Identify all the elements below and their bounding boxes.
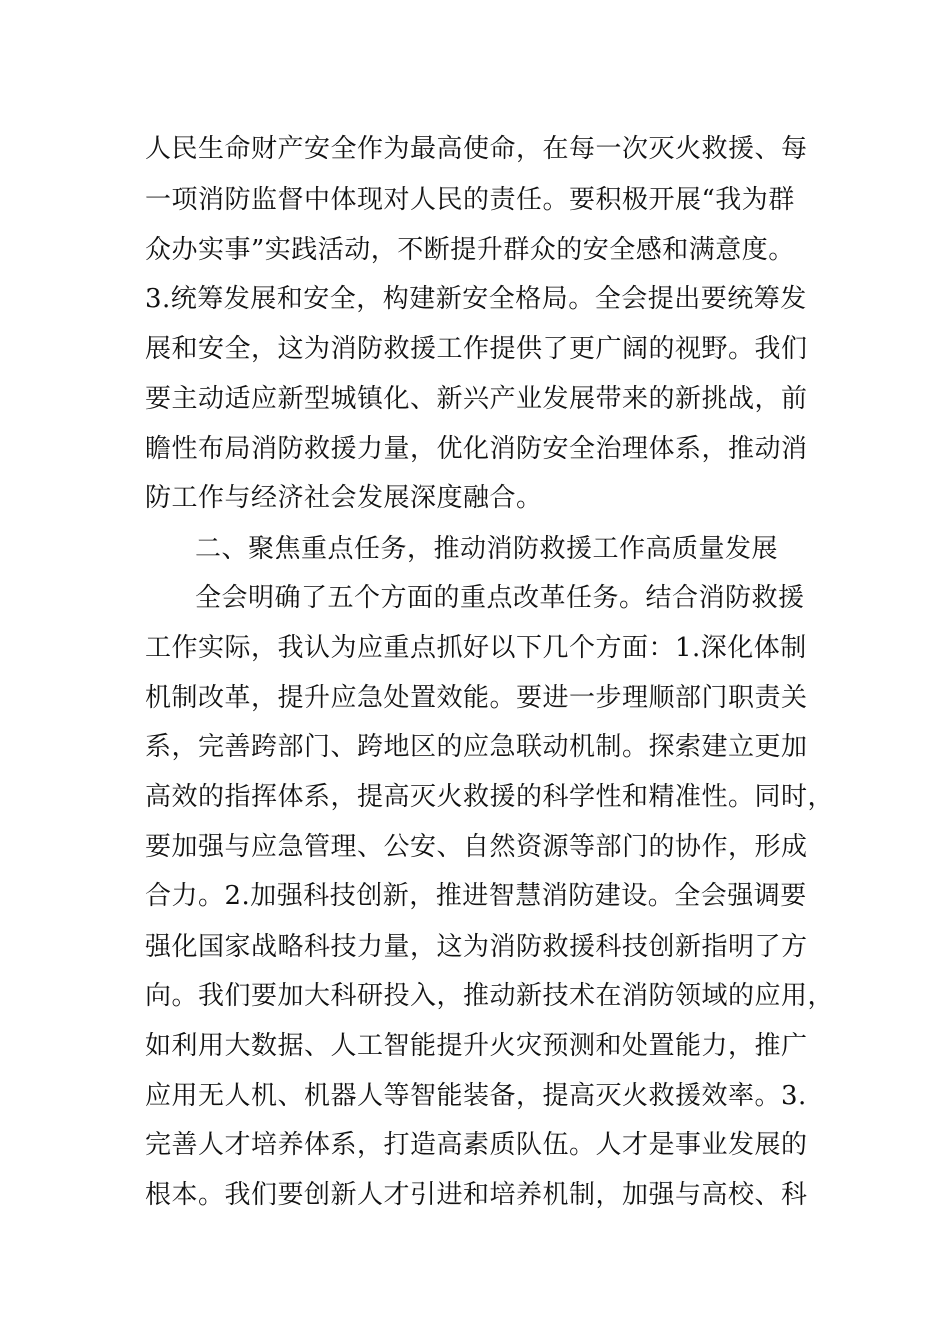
text-line: 3.统筹发展和安全，构建新安全格局。全会提出要统筹发 — [145, 284, 807, 314]
text-line: 系，完善跨部门、跨地区的应急联动机制。探索建立更加 — [145, 732, 808, 762]
text-line: 工作实际，我认为应重点抓好以下几个方面：1.深化体制 — [145, 633, 807, 663]
text-line: 一项消防监督中体现对人民的责任。要积极开展“我为群 — [145, 185, 795, 215]
text-line: 展和安全，这为消防救援工作提供了更广阔的视野。我们 — [145, 334, 808, 364]
text-line: 应用无人机、机器人等智能装备，提高灭火救援效率。3. — [145, 1081, 807, 1111]
text-line: 完善人才培养体系，打造高素质队伍。人才是事业发展的 — [145, 1130, 808, 1160]
text-line: 瞻性布局消防救援力量，优化消防安全治理体系，推动消 — [145, 434, 808, 464]
text-line: 强化国家战略科技力量，这为消防救援科技创新指明了方 — [145, 932, 808, 962]
text-line: 合力。2.加强科技创新，推进智慧消防建设。全会强调要 — [145, 881, 807, 911]
text-line: 机制改革，提升应急处置效能。要进一步理顺部门职责关 — [145, 683, 808, 713]
text-line: 众办实事”实践活动，不断提升群众的安全感和满意度。 — [145, 235, 795, 265]
text-line: 人民生命财产安全作为最高使命，在每一次灭火救援、每 — [145, 134, 808, 164]
text-line: 高效的指挥体系，提高灭火救援的科学性和精准性。同时， — [145, 782, 835, 812]
text-line: 防工作与经济社会发展深度融合。 — [145, 483, 543, 513]
text-line: 要加强与应急管理、公安、自然资源等部门的协作，形成 — [145, 832, 808, 862]
section-heading: 二、聚焦重点任务，推动消防救援工作高质量发展 — [195, 534, 779, 564]
text-line: 全会明确了五个方面的重点改革任务。结合消防救援 — [195, 583, 805, 613]
text-line: 向。我们要加大科研投入，推动新技术在消防领域的应用， — [145, 981, 835, 1011]
text-line: 如利用大数据、人工智能提升火灾预测和处置能力，推广 — [145, 1031, 808, 1061]
text-line: 根本。我们要创新人才引进和培养机制，加强与高校、科 — [145, 1180, 808, 1210]
text-line: 要主动适应新型城镇化、新兴产业发展带来的新挑战，前 — [145, 384, 808, 414]
